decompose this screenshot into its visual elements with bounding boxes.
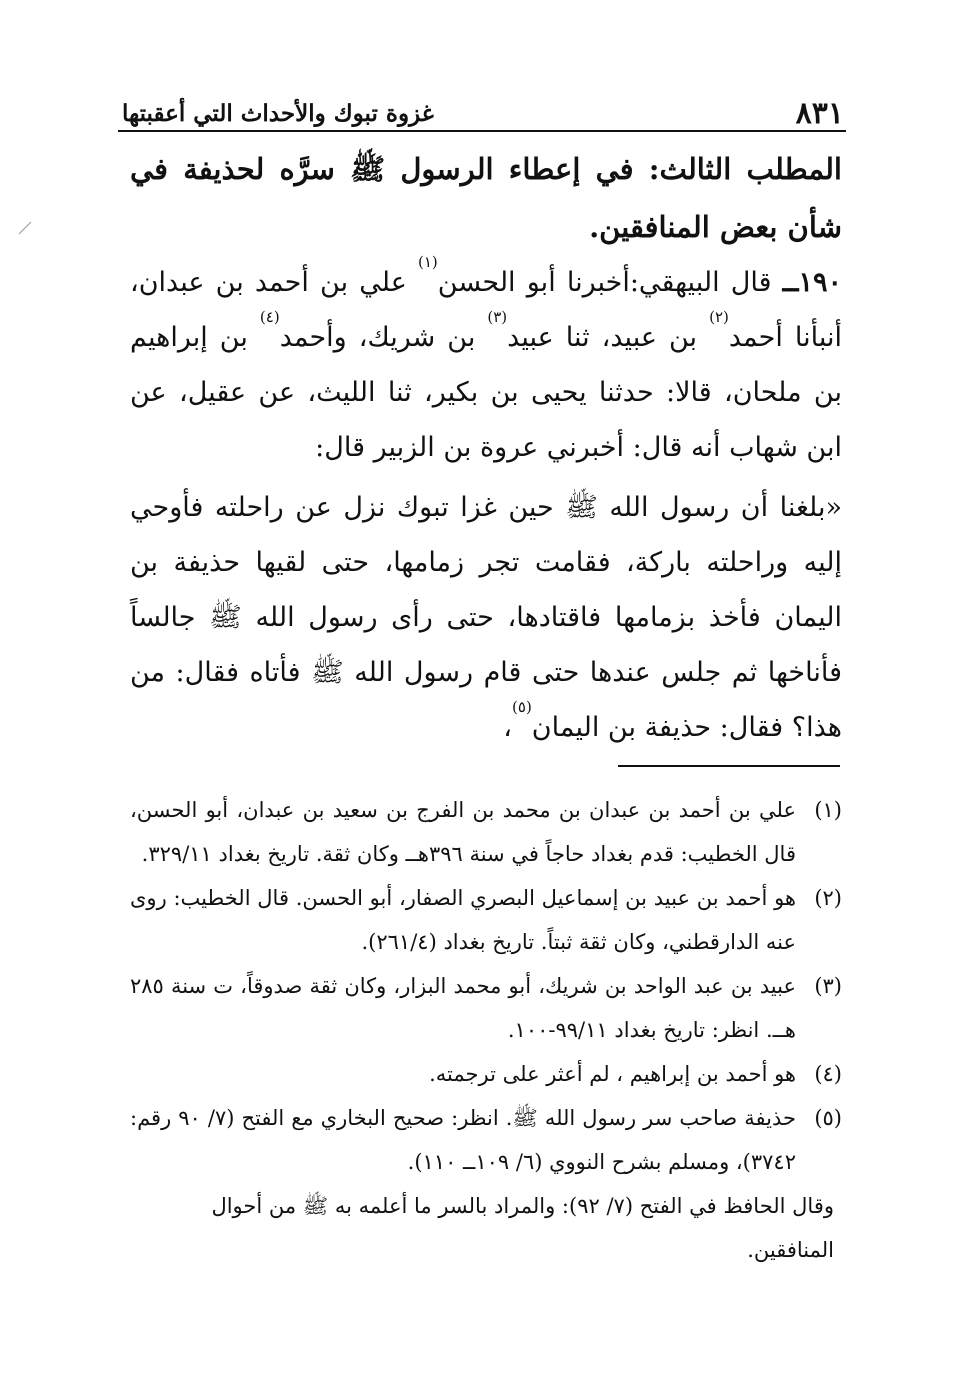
footnote-text: هو أحمد بن عبيد بن إسماعيل البصري الصفار، أبو الحسن. قال الخطيب: روى عنه الدارقطني، وكان ثقة ثبتاً. تاريخ بغداد (٢٦١/٤). [130,886,796,954]
matn-text: «بلغنا أن رسول الله ﷺ حين غزا تبوك نزل عن راحلته فأوحي إليه وراحلته باركة، فقامت تجر زمامها، حتى لقيها حذيفة بن اليمان فأخذ بزمامها فاقتادها، حتى رأى رسول الله ﷺ جالساً فأناخها ثم جلس عندها حتى قام رسول الله ﷺ فأتاه فقال: من هذا؟ فقال: حذيفة بن اليمان [130,492,842,743]
matn-text-end: ، [503,712,513,743]
footnote-number: (٢) [814,886,842,910]
footnote-3 [130,964,842,1052]
footnote-number: (٥) [814,1106,842,1130]
section-heading: المطلب الثالث: في إعطاء الرسول ﷺ سرَّه لحذيفة في شأن بعض المنافقين. [130,152,842,244]
isnad-text-2: علي بن أحمد بن عبدان، أنبأنا أحمد [130,267,842,353]
footnote-number: (٤) [814,1062,842,1086]
hadith-number: ١٩٠ــ [782,267,842,298]
footnote-text: حذيفة صاحب سر رسول الله ﷺ. انظر: صحيح البخاري مع الفتح (٧/ ٩٠ رقم: ٣٧٤٢)، ومسلم بشرح النووي (٦/ ١٠٩ــ ١١٠). [130,1106,796,1174]
page-number: ٨٣١ [795,96,844,131]
page-header [118,96,846,132]
footnote-1 [130,788,842,876]
footnote-ref-2[interactable]: (٢) [709,308,729,326]
hadith-matn-paragraph [130,480,842,755]
footnote-2 [130,876,842,964]
footnote-number: (٣) [814,974,842,998]
isnad-text-5: بن إبراهيم بن ملحان، قالا: حدثنا يحيى بن بكير، ثنا الليث، عن عقيل، عن ابن شهاب أنه قال: أخبرني عروة بن الزبير قال: [130,322,842,463]
margin-pencil-mark [18,221,32,235]
footnote-ref-3[interactable]: (٣) [487,308,508,326]
footnote-ref-1[interactable]: (١) [417,253,438,271]
footnote-4 [130,1052,842,1096]
isnad-text-1: قال البيهقي:أخبرنا أبو الحسن [437,267,783,298]
footnote-number: (١) [814,798,842,822]
footnote-5 [130,1096,842,1184]
footnote-separator [618,765,840,767]
running-title: غزوة تبوك والأحداث التي أعقبتها [122,100,434,127]
footnote-5-continuation: وقال الحافظ في الفتح (٧/ ٩٢): والمراد بالسر ما أعلمه به ﷺ من أحوال المنافقين. [211,1194,834,1262]
footnote-text: هو أحمد بن إبراهيم ، لم أعثر على ترجمته. [429,1062,796,1086]
footnote-ref-5[interactable]: (٥) [512,698,532,716]
footnote-text: عبيد بن عبد الواحد بن شريك، أبو محمد البزار، وكان ثقة صدوقاً، ت سنة ٢٨٥ هــ. انظر: تاريخ بغداد ٩٩/١١-١٠٠. [130,974,796,1042]
isnad-text-3: بن عبيد، ثنا عبيد [507,322,710,353]
footnote-text: علي بن أحمد بن عبدان بن محمد بن الفرج بن سعيد بن عبدان، أبو الحسن، قال الخطيب: قدم بغداد حاجاً في سنة ٣٩٦هــ وكان ثقة. تاريخ بغداد ٣٢٩/١١. [130,798,796,866]
hadith-isnad-paragraph [130,255,842,475]
footnotes [130,788,842,1272]
isnad-text-4: بن شريك، وأحمد [279,322,488,353]
footnote-ref-4[interactable]: (٤) [259,308,280,326]
